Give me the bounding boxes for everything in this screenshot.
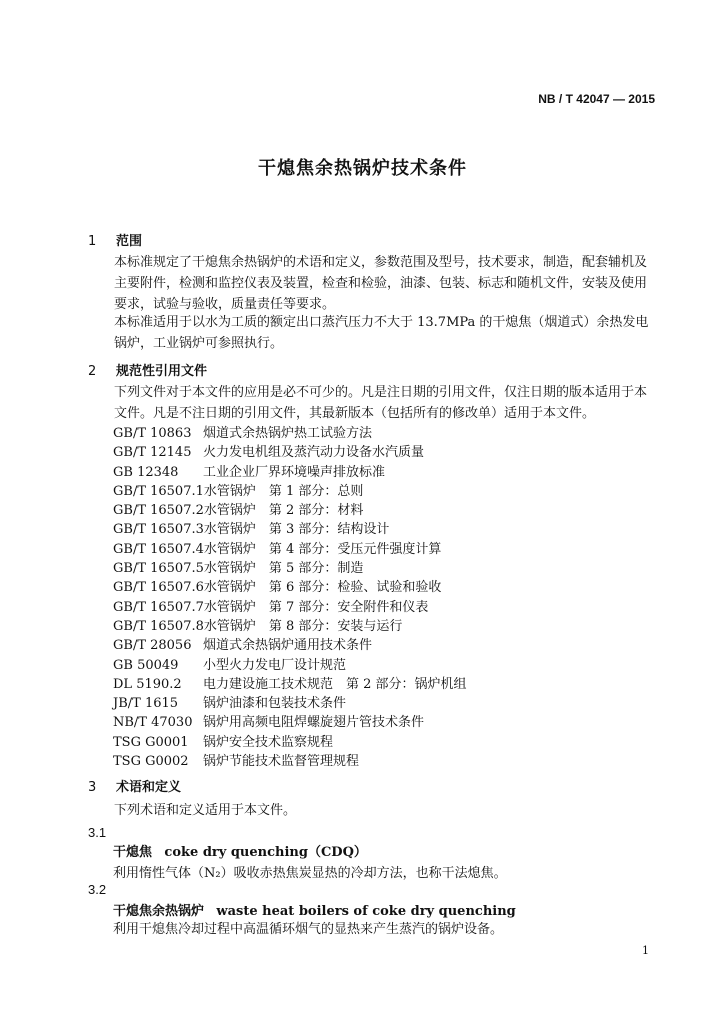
section-title: 规范性引用文件: [116, 364, 208, 379]
term-en: coke dry quenching（CDQ）: [164, 845, 367, 860]
reference-item: [113, 733, 467, 752]
reference-code: GB 50049: [113, 657, 179, 673]
section-number: 3: [88, 780, 97, 795]
reference-item: [113, 598, 467, 617]
reference-code: GB/T 10863: [113, 426, 192, 441]
paragraph-text: 下列术语和定义适用于本文件。: [114, 803, 297, 818]
reference-item: [113, 463, 467, 482]
term-heading: [113, 900, 516, 919]
term-zh: 干熄焦余热锅炉: [113, 904, 205, 919]
reference-name: 水管锅炉 第 7 部分：安全附件和仪表: [203, 599, 429, 615]
reference-name: 锅炉油漆和包装技术条件: [203, 696, 347, 712]
reference-name: 水管锅炉 第 8 部分：安装与运行: [203, 618, 403, 634]
reference-code: DL 5190.2: [113, 676, 182, 692]
term-en: waste heat boilers of coke dry quenching: [216, 904, 516, 919]
term-definition: 利用干熄焦冷却过程中高温循环烟气的显热来产生蒸汽的锅炉设备。: [113, 922, 504, 937]
reference-name: 水管锅炉 第 1 部分：总则: [203, 483, 364, 499]
reference-code: GB/T 16507.5: [113, 561, 204, 577]
reference-item: [113, 520, 467, 539]
term-definition: 利用惰性气体（N₂）吸收赤热焦炭显热的冷却方法，也称干法熄焦。: [113, 866, 507, 881]
section-2-heading: [88, 360, 207, 379]
reference-name: 电力建设施工技术规范 第 2 部分：锅炉机组: [203, 676, 467, 692]
paragraph-text: 本标准规定了干熄焦余热锅炉的术语和定义，参数范围及型号，技术要求，制造，配套辅机及主要附件，检测和监控仪表及装置，检查和检验，油漆、包装、标志和随机文件，安装及使用要求，试验与验收，质量责任等要求。: [114, 255, 648, 312]
reference-name: 水管锅炉 第 2 部分：材料: [203, 503, 364, 519]
reference-name: 烟道式余热锅炉热工试验方法: [203, 426, 373, 441]
reference-item: [113, 713, 467, 732]
reference-item: [113, 482, 467, 501]
standard-number: NB / T 42047 — 2015: [538, 92, 655, 106]
reference-name: 水管锅炉 第 6 部分：检验、试验和验收: [203, 580, 442, 596]
page-number: 1: [642, 944, 649, 957]
section-2-intro: [88, 382, 658, 424]
reference-item: [113, 424, 467, 443]
term-number: 3.1: [88, 825, 107, 840]
term-number: 3.2: [88, 882, 107, 897]
term-heading: [113, 841, 367, 860]
reference-code: GB 12348: [113, 464, 179, 480]
reference-item: [113, 656, 467, 675]
reference-item: [113, 675, 467, 694]
section-title: 范围: [116, 234, 143, 249]
reference-code: TSG G0002: [113, 754, 189, 770]
section-3-heading: [88, 776, 181, 795]
term-zh: 干熄焦: [113, 845, 153, 860]
reference-name: 工业企业厂界环境噪声排放标准: [203, 464, 386, 480]
reference-code: TSG G0001: [113, 734, 189, 750]
reference-name: 火力发电机组及蒸汽动力设备水汽质量: [203, 445, 425, 461]
reference-name: 水管锅炉 第 4 部分：受压元件强度计算: [203, 541, 442, 557]
section-1-paragraph-1: [88, 252, 658, 315]
reference-name: 烟道式余热锅炉通用技术条件: [203, 638, 373, 654]
reference-code: NB/T 47030: [113, 715, 193, 731]
reference-item: [113, 694, 467, 713]
reference-item: [113, 501, 467, 520]
reference-code: GB/T 16507.8: [113, 618, 204, 634]
reference-list: [113, 424, 467, 771]
reference-name: 水管锅炉 第 3 部分：结构设计: [203, 522, 390, 538]
section-1-paragraph-2: [88, 312, 658, 354]
reference-item: [113, 752, 467, 771]
reference-name: 水管锅炉 第 5 部分：制造: [203, 561, 364, 577]
reference-name: 小型火力发电厂设计规范: [203, 657, 347, 673]
reference-code: GB/T 28056: [113, 638, 192, 654]
reference-code: GB/T 16507.3: [113, 522, 204, 538]
reference-code: GB/T 16507.7: [113, 599, 204, 615]
reference-item: [113, 578, 467, 597]
reference-code: GB/T 16507.6: [113, 580, 204, 596]
section-number: 2: [88, 364, 97, 379]
reference-name: 锅炉安全技术监察规程: [203, 734, 334, 750]
section-3-intro: [88, 800, 658, 821]
reference-name: 锅炉用高频电阻焊螺旋翅片管技术条件: [203, 715, 425, 731]
section-title: 术语和定义: [116, 780, 182, 795]
reference-item: [113, 540, 467, 559]
reference-item: [113, 636, 467, 655]
paragraph-text: 本标准适用于以水为工质的额定出口蒸汽压力不大于 13.7MPa 的干熄焦（烟道式）余热发电锅炉，工业锅炉可参照执行。: [114, 315, 649, 351]
section-1-heading: [88, 230, 142, 249]
paragraph-text: 下列文件对于本文件的应用是必不可少的。凡是注日期的引用文件，仅注日期的版本适用于本文件。凡是不注日期的引用文件，其最新版本（包括所有的修改单）适用于本文件。: [114, 385, 648, 421]
reference-item: [113, 443, 467, 462]
reference-name: 锅炉节能技术监督管理规程: [203, 754, 360, 770]
reference-code: GB/T 12145: [113, 445, 192, 461]
reference-item: [113, 617, 467, 636]
reference-code: GB/T 16507.4: [113, 541, 204, 557]
document-title: 干熄焦余热锅炉技术条件: [258, 158, 467, 179]
section-number: 1: [88, 234, 97, 249]
reference-code: JB/T 1615: [113, 696, 179, 712]
reference-code: GB/T 16507.1: [113, 483, 204, 499]
reference-code: GB/T 16507.2: [113, 503, 204, 519]
reference-item: [113, 559, 467, 578]
